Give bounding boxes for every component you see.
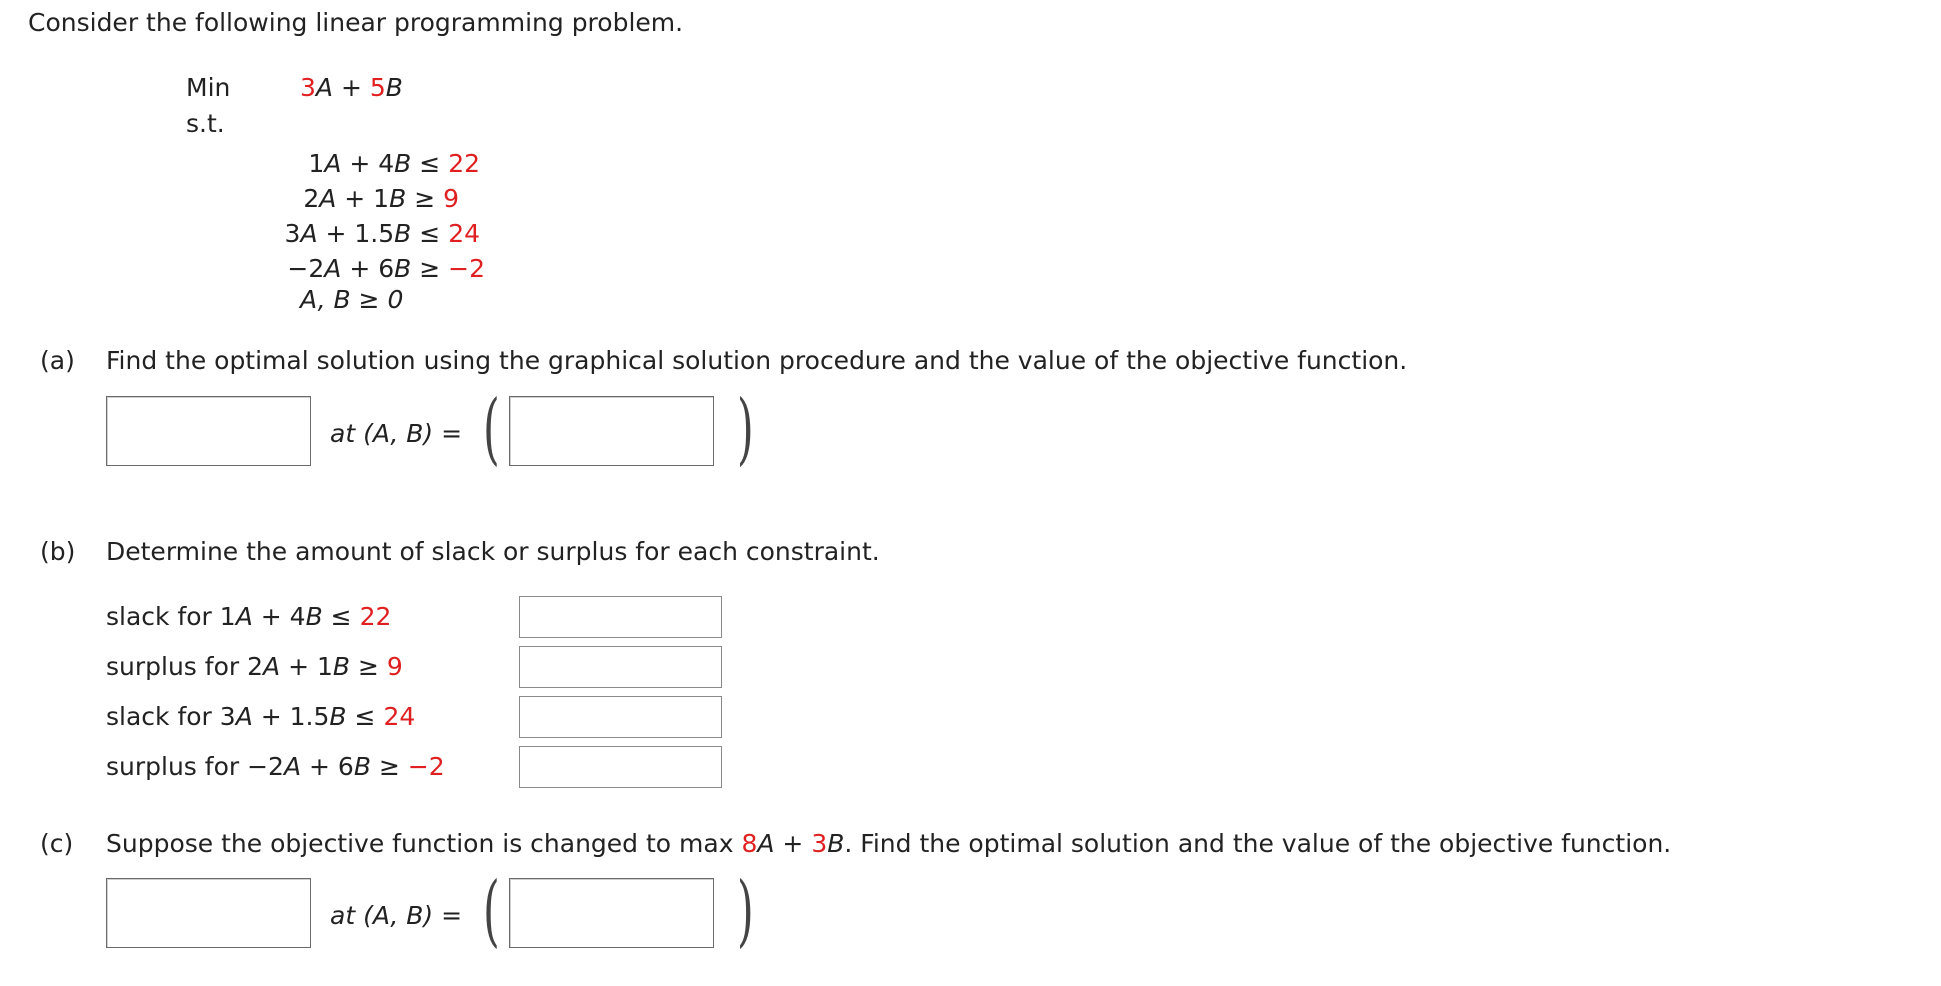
solution-point-input-c[interactable] <box>509 878 714 948</box>
slack-input-1[interactable] <box>519 596 722 638</box>
constraints-block <box>250 146 485 286</box>
solution-point-input-a[interactable] <box>509 396 714 466</box>
part-b-question: Determine the amount of slack or surplus for each constraint. <box>106 537 880 566</box>
surplus-row-4-label: surplus for −2A + 6B ≥ −2 <box>106 752 445 781</box>
objective-label: Min <box>186 73 231 102</box>
at-a-b-label-c: at (A, B) = <box>330 901 463 930</box>
constraint-4: −2A + 6B ≥ −2 <box>287 254 485 283</box>
surplus-input-4[interactable] <box>519 746 722 788</box>
constraint-3: 3A + 1.5B ≤ 24 <box>284 219 480 248</box>
objective-value-input-a[interactable] <box>106 396 311 466</box>
part-a-letter: (a) <box>40 346 75 375</box>
right-paren-icon: ) <box>737 866 754 956</box>
left-paren-icon: ( <box>483 866 500 956</box>
part-b-letter: (b) <box>40 537 76 566</box>
slack-input-3[interactable] <box>519 696 722 738</box>
slack-row-1-label: slack for 1A + 4B ≤ 22 <box>106 602 392 631</box>
objective-a-coef: 3 <box>300 73 316 102</box>
constraint-2: 2A + 1B ≥ 9 <box>303 184 459 213</box>
part-c-question: Suppose the objective function is changed to max 8A + 3B. Find the optimal solution and the value of the objective function. <box>106 829 1672 858</box>
problem-intro: Consider the following linear programming problem. <box>28 8 684 37</box>
left-paren-icon: ( <box>483 384 500 474</box>
surplus-input-2[interactable] <box>519 646 722 688</box>
constraint-1: 1A + 4B ≤ 22 <box>308 149 480 178</box>
right-paren-icon: ) <box>737 384 754 474</box>
surplus-row-2-label: surplus for 2A + 1B ≥ 9 <box>106 652 403 681</box>
objective-function: 3A + 5B <box>300 73 403 102</box>
part-a-question: Find the optimal solution using the graphical solution procedure and the value of the objective function. <box>106 346 1408 375</box>
nonnegativity-constraint: A, B ≥ 0 <box>300 285 404 314</box>
at-a-b-label-a: at (A, B) = <box>330 419 463 448</box>
part-c-letter: (c) <box>40 829 74 858</box>
objective-b-coef: 5 <box>369 73 386 102</box>
slack-row-3-label: slack for 3A + 1.5B ≤ 24 <box>106 702 416 731</box>
st-label: s.t. <box>186 109 225 138</box>
objective-value-input-c[interactable] <box>106 878 311 948</box>
